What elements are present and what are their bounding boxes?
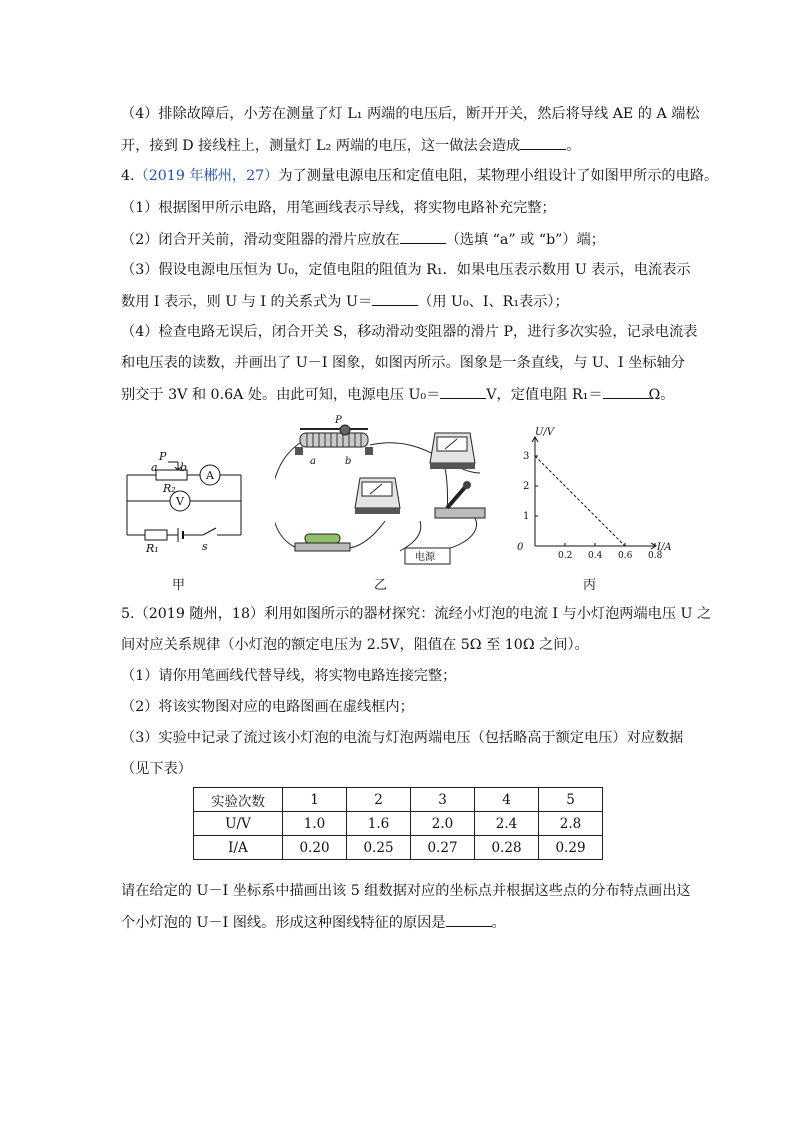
label-r2: R₂ [163, 482, 176, 495]
table-cell: 4 [475, 788, 539, 812]
caption-yi: 乙 [374, 578, 388, 593]
u-i-graph [505, 425, 680, 565]
label-a: a [151, 461, 158, 474]
y-tick-label: 3 [523, 451, 530, 462]
x-axis-label: I/A [657, 542, 672, 553]
table-cell: 2.8 [539, 812, 603, 836]
photo-label-p: P [335, 415, 342, 426]
answer-blank[interactable] [520, 135, 566, 150]
table-header-row [194, 788, 603, 812]
q4-source: （2019 年郴州，27） [134, 168, 279, 184]
x-tick-label: 0.8 [648, 551, 663, 561]
q5-stem-line2: 间对应关系规律（小灯泡的额定电压为 2.5V，阻值在 5Ω 至 10Ω 之间）。 [121, 637, 589, 653]
voltmeter-label: V [176, 495, 184, 508]
ammeter-device [430, 433, 475, 469]
q4-part4-line2: 和电压表的读数，并画出了 U－I 图象，如图丙所示。图象是一条直线，与 U、I 坐标轴分 [121, 355, 685, 371]
table-row [194, 812, 603, 836]
x-tick-label: 0.2 [558, 551, 573, 561]
q5-stem-line1: 5.（2019 随州，18）利用如图所示的器材探究：流经小灯泡的电流 I 与小灯泡两端电压 U 之 [121, 606, 712, 622]
answer-blank[interactable] [446, 912, 492, 927]
answer-blank[interactable] [372, 291, 418, 306]
ammeter-label: A [206, 469, 214, 482]
photo-label-a: a [310, 456, 316, 467]
q4-part4-line1: （4）检查电路无误后，闭合开关 S，移动滑动变阻器的滑片 P，进行多次实验，记录电流表 [121, 324, 698, 340]
q5-part3-line2: （见下表） [121, 761, 192, 777]
table-cell: 1.6 [347, 812, 411, 836]
q5-part3-line1: （3）实验中记录了流过该小灯泡的电流与灯泡两端电压（包括略高于额定电压）对应数据 [121, 730, 684, 746]
x-tick-label: 0.6 [618, 551, 633, 561]
table-cell: 0.29 [539, 836, 603, 860]
table-cell: 1.0 [283, 812, 347, 836]
table-cell: 0.20 [283, 836, 347, 860]
q3-part4-line1: （4）排除故障后，小芳在测量了灯 L₁ 两端的电压后，断开开关，然后将导线 AE 的 A 端松 [121, 106, 700, 122]
caption-jia: 甲 [172, 578, 186, 593]
q4-part1: （1）根据图甲所示电路，用笔画线表示导线，将实物电路补充完整； [121, 200, 556, 216]
table-cell: 3 [411, 788, 475, 812]
power-supply-label: 电源 [415, 552, 435, 563]
q4-part3-line2: 数用 I 表示，则 U 与 I 的关系式为 U＝ （用 U₀、I、R₁表示）； [121, 291, 569, 312]
q5-after-line2: 个小灯泡的 U－I 图线。形成这种图线特征的原因是 。 [121, 912, 506, 933]
rheostat-device [295, 425, 373, 455]
table-cell: 1 [283, 788, 347, 812]
origin-label: 0 [517, 542, 524, 553]
q3-part4-line2: 开，接到 D 接线柱上，测量灯 L₂ 两端的电压，这一做法会造成 。 [121, 135, 580, 156]
switch-device [435, 481, 485, 518]
table-cell: 5 [539, 788, 603, 812]
photo-label-b: b [345, 456, 352, 467]
table-cell: 2.4 [475, 812, 539, 836]
q4-part4-line3: 别交于 3V 和 0.6A 处。由此可知，电源电压 U₀＝ V，定值电阻 R₁＝ Ω。 [121, 384, 675, 405]
q5-after-line1: 请在给定的 U－I 坐标系中描画出该 5 组数据对应的坐标点并根据这些点的分布特点画出这 [121, 883, 691, 899]
y-tick-label: 1 [523, 511, 530, 522]
apparatus-drawing [275, 413, 500, 568]
y-tick-label: 2 [523, 481, 530, 492]
label-r1: R₁ [146, 542, 159, 555]
q5-part2: （2）将该实物图对应的电路图画在虚线框内； [121, 699, 414, 715]
answer-blank[interactable] [603, 384, 649, 399]
table-cell: 0.27 [411, 836, 475, 860]
table-row [194, 836, 603, 860]
voltmeter-device [355, 478, 400, 514]
x-tick-label: 0.4 [588, 551, 603, 561]
label-p: P [159, 450, 167, 463]
label-b: b [180, 461, 188, 474]
table-cell: 0.28 [475, 836, 539, 860]
data-table [193, 787, 603, 860]
answer-blank[interactable] [440, 384, 486, 399]
u-i-data-line [535, 456, 625, 546]
label-s: s [202, 540, 208, 553]
q5-part1: （1）请你用笔画线代替导线，将实物电路连接完整； [121, 668, 457, 684]
resistor-device [295, 534, 350, 551]
table-cell: 0.25 [347, 836, 411, 860]
caption-bing: 丙 [583, 578, 597, 593]
table-cell: 2.0 [411, 812, 475, 836]
table-cell: I/A [194, 836, 283, 860]
table-cell: 2 [347, 788, 411, 812]
circuit-diagram [118, 440, 258, 560]
q4-part2: （2）闭合开关前，滑动变阻器的滑片应放在 （选填 “a” 或 “b”）端； [121, 229, 605, 250]
table-cell: 实验次数 [194, 788, 283, 812]
answer-blank[interactable] [400, 229, 446, 244]
table-cell: U/V [194, 812, 283, 836]
q4-part3-line1: （3）假设电源电压恒为 U₀，定值电阻的阻值为 R₁．如果电压表示数用 U 表示，电流表示 [121, 262, 691, 278]
q4-stem: 4.（2019 年郴州，27）为了测量电源电压和定值电阻，某物理小组设计了如图甲所示的电路。 [121, 168, 719, 184]
y-axis-label: U/V [535, 427, 555, 438]
